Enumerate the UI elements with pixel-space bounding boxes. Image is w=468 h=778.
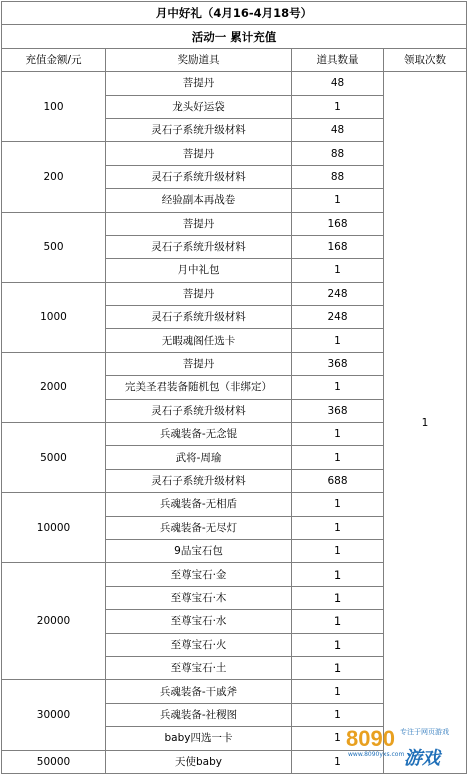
item-quantity-cell: 1 <box>292 493 384 516</box>
item-quantity-cell: 48 <box>292 118 384 141</box>
activity-subtitle: 活动一 累计充值 <box>2 25 467 48</box>
reward-item-cell: 至尊宝石·土 <box>106 656 292 679</box>
item-quantity-cell: 1 <box>292 703 384 726</box>
watermark-brand: 8090 <box>346 726 395 751</box>
recharge-reward-table <box>1 1 467 774</box>
table-row <box>2 72 467 95</box>
item-quantity-cell: 1 <box>292 95 384 118</box>
reward-item-cell: 兵魂装备-干戚斧 <box>106 680 292 703</box>
reward-item-cell: 兵魂装备-社稷图 <box>106 703 292 726</box>
reward-item-cell: 菩提丹 <box>106 282 292 305</box>
recharge-amount-cell: 500 <box>2 212 106 282</box>
header-claim-count: 领取次数 <box>384 48 467 71</box>
item-quantity-cell: 1 <box>292 446 384 469</box>
header-reward-item: 奖励道具 <box>106 48 292 71</box>
table-title: 月中好礼（4月16-4月18号） <box>2 2 467 25</box>
reward-table-container <box>1 1 467 774</box>
reward-item-cell: 武将-周瑜 <box>106 446 292 469</box>
recharge-amount-cell: 5000 <box>2 423 106 493</box>
item-quantity-cell: 1 <box>292 563 384 586</box>
header-item-quantity: 道具数量 <box>292 48 384 71</box>
item-quantity-cell: 248 <box>292 306 384 329</box>
reward-item-cell: 灵石子系统升级材料 <box>106 118 292 141</box>
recharge-amount-cell: 10000 <box>2 493 106 563</box>
watermark-script: 游戏 <box>404 748 440 769</box>
item-quantity-cell: 168 <box>292 212 384 235</box>
item-quantity-cell: 168 <box>292 235 384 258</box>
recharge-amount-cell: 2000 <box>2 352 106 422</box>
reward-item-cell: 菩提丹 <box>106 72 292 95</box>
item-quantity-cell: 1 <box>292 750 384 773</box>
reward-item-cell: 灵石子系统升级材料 <box>106 165 292 188</box>
item-quantity-cell: 1 <box>292 656 384 679</box>
reward-item-cell: 灵石子系统升级材料 <box>106 306 292 329</box>
reward-item-cell: 灵石子系统升级材料 <box>106 235 292 258</box>
reward-item-cell: 兵魂装备-无念锟 <box>106 423 292 446</box>
reward-item-cell: 完美圣君装备随机包（非绑定） <box>106 376 292 399</box>
reward-item-cell: 天使baby <box>106 750 292 773</box>
item-quantity-cell: 1 <box>292 680 384 703</box>
item-quantity-cell: 88 <box>292 165 384 188</box>
item-quantity-cell: 1 <box>292 586 384 609</box>
reward-item-cell: 9品宝石包 <box>106 539 292 562</box>
item-quantity-cell: 88 <box>292 142 384 165</box>
claim-count-cell: 1 <box>384 72 467 774</box>
reward-item-cell: 至尊宝石·水 <box>106 610 292 633</box>
reward-item-cell: 至尊宝石·金 <box>106 563 292 586</box>
reward-item-cell: 经验副本再战卷 <box>106 189 292 212</box>
reward-item-cell: 至尊宝石·木 <box>106 586 292 609</box>
recharge-amount-cell: 50000 <box>2 750 106 773</box>
reward-item-cell: 菩提丹 <box>106 352 292 375</box>
recharge-amount-cell: 200 <box>2 142 106 212</box>
recharge-amount-cell: 20000 <box>2 563 106 680</box>
reward-item-cell: 灵石子系统升级材料 <box>106 399 292 422</box>
item-quantity-cell: 248 <box>292 282 384 305</box>
watermark-url: www.8090yxs.com <box>348 751 405 758</box>
item-quantity-cell: 1 <box>292 727 384 750</box>
recharge-amount-cell: 1000 <box>2 282 106 352</box>
item-quantity-cell: 1 <box>292 423 384 446</box>
recharge-amount-cell: 100 <box>2 72 106 142</box>
item-quantity-cell: 1 <box>292 189 384 212</box>
header-recharge-amount: 充值金额/元 <box>2 48 106 71</box>
item-quantity-cell: 1 <box>292 516 384 539</box>
item-quantity-cell: 688 <box>292 469 384 492</box>
reward-item-cell: 月中礼包 <box>106 259 292 282</box>
reward-item-cell: 龙头好运袋 <box>106 95 292 118</box>
reward-item-cell: 灵石子系统升级材料 <box>106 469 292 492</box>
item-quantity-cell: 368 <box>292 399 384 422</box>
recharge-amount-cell: 30000 <box>2 680 106 750</box>
reward-item-cell: 兵魂装备-无相盾 <box>106 493 292 516</box>
item-quantity-cell: 48 <box>292 72 384 95</box>
item-quantity-cell: 1 <box>292 539 384 562</box>
reward-item-cell: 菩提丹 <box>106 142 292 165</box>
item-quantity-cell: 1 <box>292 610 384 633</box>
item-quantity-cell: 368 <box>292 352 384 375</box>
reward-item-cell: 无暇魂阁任选卡 <box>106 329 292 352</box>
item-quantity-cell: 1 <box>292 329 384 352</box>
reward-item-cell: baby四选一卡 <box>106 727 292 750</box>
item-quantity-cell: 1 <box>292 633 384 656</box>
item-quantity-cell: 1 <box>292 376 384 399</box>
reward-item-cell: 菩提丹 <box>106 212 292 235</box>
reward-item-cell: 兵魂装备-无尽灯 <box>106 516 292 539</box>
item-quantity-cell: 1 <box>292 259 384 282</box>
watermark-tagline: 专注于网页游戏 <box>400 728 449 736</box>
reward-item-cell: 至尊宝石·火 <box>106 633 292 656</box>
